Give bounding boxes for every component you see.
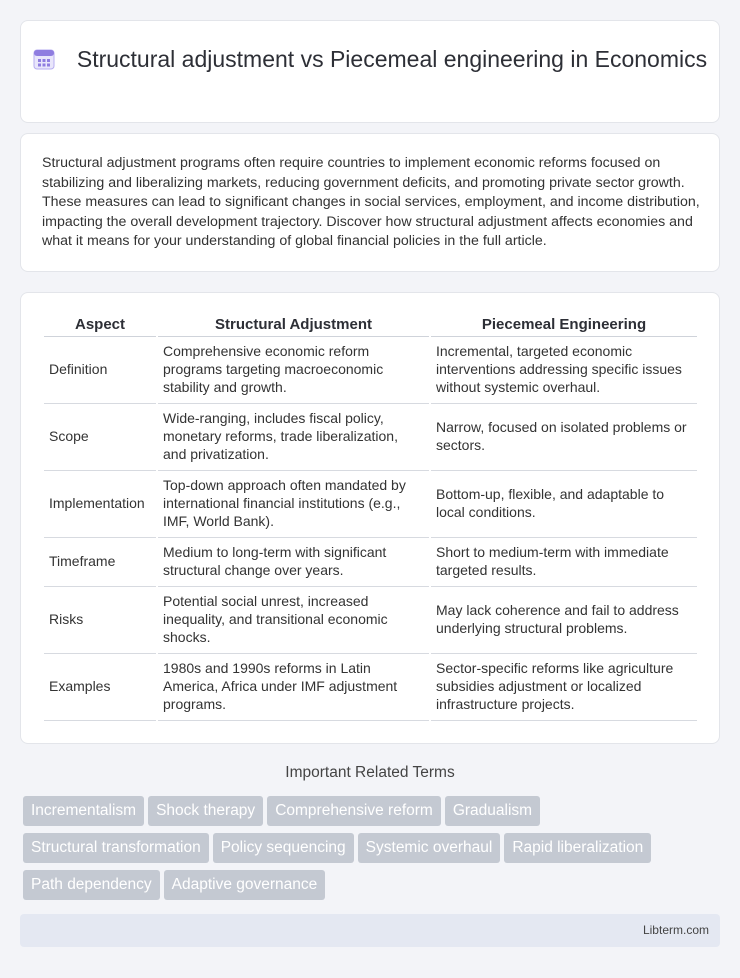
aspect-cell: Timeframe — [44, 538, 156, 587]
related-term-tag[interactable]: Rapid liberalization — [504, 833, 651, 863]
related-term-tag[interactable]: Shock therapy — [148, 796, 263, 826]
related-term-tag[interactable]: Path dependency — [23, 870, 160, 900]
piecemeal-engineering-cell: Incremental, targeted economic interventions addressing specific issues without systemic overhaul. — [431, 337, 697, 404]
table-row — [44, 538, 697, 587]
intro-paragraph: Structural adjustment programs often require countries to implement economic reforms focused on stabilizing and liberalizing markets, reducing government deficits, and promoting private sector growth. These measures can lead to significant changes in social services, employment, and income distribution, impacting the overall development trajectory. Discover how structural adjustment affects economies and what it means for your understanding of global financial policies in the full article. — [42, 155, 700, 250]
header-piecemeal-engineering: Piecemeal Engineering — [431, 315, 697, 337]
calendar-icon — [33, 48, 55, 70]
table-row — [44, 471, 697, 538]
related-terms-heading: Important Related Terms — [285, 764, 455, 781]
footer-site-link[interactable]: Libterm.com — [642, 923, 709, 937]
piecemeal-engineering-cell: Sector-specific reforms like agriculture subsidies adjustment or localized infrastructure projects. — [431, 654, 697, 721]
aspect-cell: Scope — [44, 404, 156, 471]
piecemeal-engineering-cell: Bottom-up, flexible, and adaptable to local conditions. — [431, 471, 697, 538]
page-title — [21, 45, 719, 74]
related-term-tag[interactable]: Structural transformation — [23, 833, 209, 863]
header-structural-adjustment: Structural Adjustment — [158, 315, 429, 337]
related-term-tag[interactable]: Incrementalism — [23, 796, 144, 826]
related-terms-list — [23, 796, 703, 907]
structural-adjustment-cell: Top-down approach often mandated by international financial institutions (e.g., IMF, World Bank). — [158, 471, 429, 538]
structural-adjustment-cell: Potential social unrest, increased inequality, and transitional economic shocks. — [158, 587, 429, 654]
table-header-row — [44, 315, 697, 337]
page-title-text: Structural adjustment vs Piecemeal engineering in Economics — [76, 46, 708, 72]
aspect-cell: Implementation — [44, 471, 156, 538]
structural-adjustment-cell: Medium to long-term with significant structural change over years. — [158, 538, 429, 587]
structural-adjustment-cell: 1980s and 1990s reforms in Latin America, Africa under IMF adjustment programs. — [158, 654, 429, 721]
footer-bar — [20, 914, 720, 947]
intro-card — [20, 133, 720, 272]
header-aspect: Aspect — [44, 315, 156, 337]
piecemeal-engineering-cell: Short to medium-term with immediate targeted results. — [431, 538, 697, 587]
aspect-cell: Risks — [44, 587, 156, 654]
related-term-tag[interactable]: Policy sequencing — [213, 833, 354, 863]
aspect-cell: Definition — [44, 337, 156, 404]
piecemeal-engineering-cell: Narrow, focused on isolated problems or sectors. — [431, 404, 697, 471]
related-term-tag[interactable]: Comprehensive reform — [267, 796, 441, 826]
related-term-tag[interactable]: Systemic overhaul — [358, 833, 501, 863]
structural-adjustment-cell: Comprehensive economic reform programs targeting macroeconomic stability and growth. — [158, 337, 429, 404]
title-card — [20, 20, 720, 123]
table-row — [44, 404, 697, 471]
structural-adjustment-cell: Wide-ranging, includes fiscal policy, monetary reforms, trade liberalization, and privatization. — [158, 404, 429, 471]
aspect-cell: Examples — [44, 654, 156, 721]
comparison-table — [42, 315, 699, 721]
table-row — [44, 337, 697, 404]
piecemeal-engineering-cell: May lack coherence and fail to address underlying structural problems. — [431, 587, 697, 654]
related-term-tag[interactable]: Adaptive governance — [164, 870, 326, 900]
table-row — [44, 654, 697, 721]
related-term-tag[interactable]: Gradualism — [445, 796, 540, 826]
comparison-card — [20, 292, 720, 744]
table-row — [44, 587, 697, 654]
